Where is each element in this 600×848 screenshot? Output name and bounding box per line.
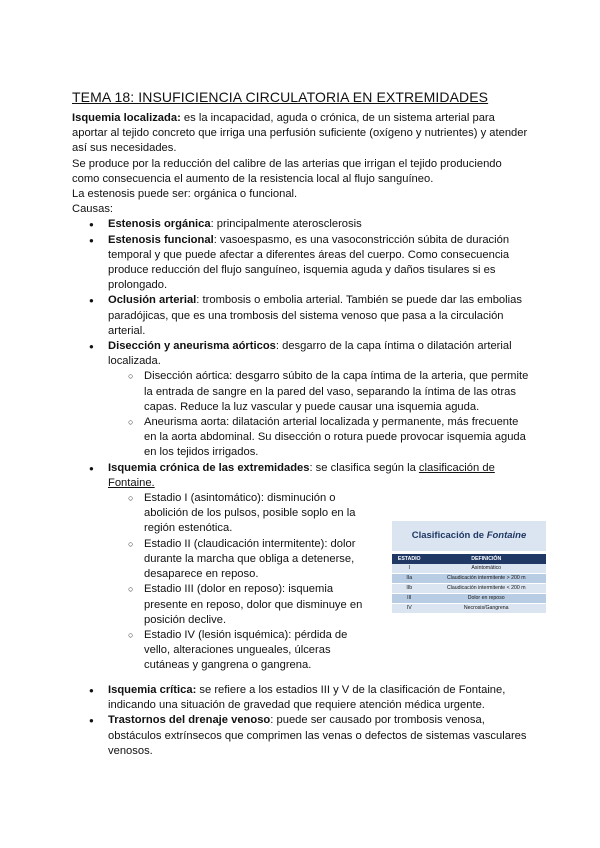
figure-title: Clasificación de Fontaine — [392, 521, 546, 551]
cause-term: Oclusión arterial — [108, 294, 197, 307]
table-row: I Asintomático — [392, 564, 546, 574]
page-title: TEMA 18: INSUFICIENCIA CIRCULATORIA EN EXTREMIDADES — [72, 89, 489, 105]
fontaine-figure — [392, 521, 546, 629]
sublist-item: ○ Disección aórtica: desgarro súbito de la capa íntima de la arteria, que permite la entrada de sangre en la pared del vaso, separando la íntima de las otras capas. Reduce la luz vascular y puede causar una isquemia aguda. — [72, 369, 532, 415]
stenosis-paragraph: La estenosis puede ser: orgánica o funcional. — [72, 188, 298, 201]
list-item — [72, 461, 532, 671]
final-term: Isquemia crítica: — [108, 684, 197, 697]
final-text: se refiere a los estadios III y V de la clasificación de Fontaine, indicando una situación de gravedad que requiere atención médica urgente. — [108, 684, 506, 712]
fontaine-section — [72, 491, 532, 671]
table-row: III Dolor en reposo — [392, 594, 546, 604]
fontaine-stages-list — [72, 491, 368, 673]
list-item — [72, 233, 532, 294]
final-list — [72, 683, 532, 759]
fontaine-link[interactable]: clasificación de Fontaine. — [108, 461, 495, 489]
cause-term: Estenosis funcional — [108, 233, 214, 246]
definition-term: Isquemia localizada: — [72, 112, 181, 124]
list-item — [72, 339, 532, 461]
aortic-sublist — [72, 369, 532, 460]
table-header-row — [392, 554, 546, 564]
chronic-text: : se clasifica según la — [309, 461, 419, 474]
stage-item: ○ Estadio II (claudicación intermitente): dolor durante la marcha que obliga a detenerse, desaparece en reposo. — [72, 537, 368, 583]
cause-text: : trombosis o embolia arterial. También se puede dar las embolias paradójicas, que es una trombosis del sistema venoso que pasa a la circulación arterial. — [108, 294, 522, 337]
table-header: ESTADIO — [392, 554, 426, 564]
table-row: IIa Claudicación intermitente > 200 m — [392, 574, 546, 584]
table-header: DEFINICIÓN — [426, 554, 546, 564]
final-term: Trastornos del drenaje venoso — [108, 714, 271, 727]
cause-text: : principalmente aterosclerosis — [210, 218, 362, 231]
definition-text: es la incapacidad, aguda o crónica, de un sistema arterial para aportar al tejido concreto que irriga una perfusión suficiente (oxígeno y nutrientes) y atender así sus necesidades. — [72, 112, 528, 155]
list-item — [72, 217, 532, 232]
document-body — [72, 111, 532, 759]
stage-item: ○ Estadio III (dolor en reposo): isquemia presente en reposo, dolor que disminuye en posición declive. — [72, 582, 368, 628]
table-row: IIb Claudicación intermitente < 200 m — [392, 584, 546, 594]
causes-list — [72, 217, 532, 671]
sublist-item: ○ Aneurisma aorta: dilatación arterial localizada y permanente, más frecuente en la aorta abdominal. Su disección o rotura puede provocar isquemia aguda en los tejidos irrigados. — [72, 415, 532, 461]
list-item — [72, 683, 532, 713]
stage-item: ○ Estadio I (asintomático): disminución o abolición de los pulsos, posible soplo en la región estenótica. — [72, 491, 368, 537]
definition-paragraph — [72, 111, 532, 157]
list-item — [72, 713, 532, 759]
stage-item: ○ Estadio IV (lesión isquémica): pérdida de vello, alteraciones ungueales, úlceras cutáneas y gangrena o gangrena. — [72, 628, 368, 674]
table-row: IV Necrosis/Gangrena — [392, 604, 546, 614]
cause-paragraph: Se produce por la reducción del calibre de las arterias que irrigan el tejido produciendo como consecuencia el aumento de la resistencia local al flujo sanguíneo. — [72, 157, 502, 185]
cause-text: : vasoespasmo, es una vasoconstricción súbita de duración temporal y que puede afectar a diferentes áreas del cuerpo. Como consecuencia produce reducción del flujo sanguíneo, isquemia aguda y daños tisulares si es prolongado. — [108, 233, 510, 292]
causes-label: Causas: — [72, 203, 114, 216]
final-text: : puede ser causado por trombosis venosa, obstáculos extrínsecos que comprimen las venas o defectos de sistemas vasculares venosos. — [108, 714, 527, 757]
fontaine-table — [392, 554, 546, 614]
cause-text: : desgarro de la capa íntima o dilatación arterial localizada. — [108, 340, 512, 368]
chronic-term: Isquemia crónica de las extremidades — [108, 461, 310, 474]
cause-term: Disección y aneurisma aórticos — [108, 340, 276, 353]
list-item — [72, 293, 532, 339]
cause-term: Estenosis orgánica — [108, 218, 211, 231]
